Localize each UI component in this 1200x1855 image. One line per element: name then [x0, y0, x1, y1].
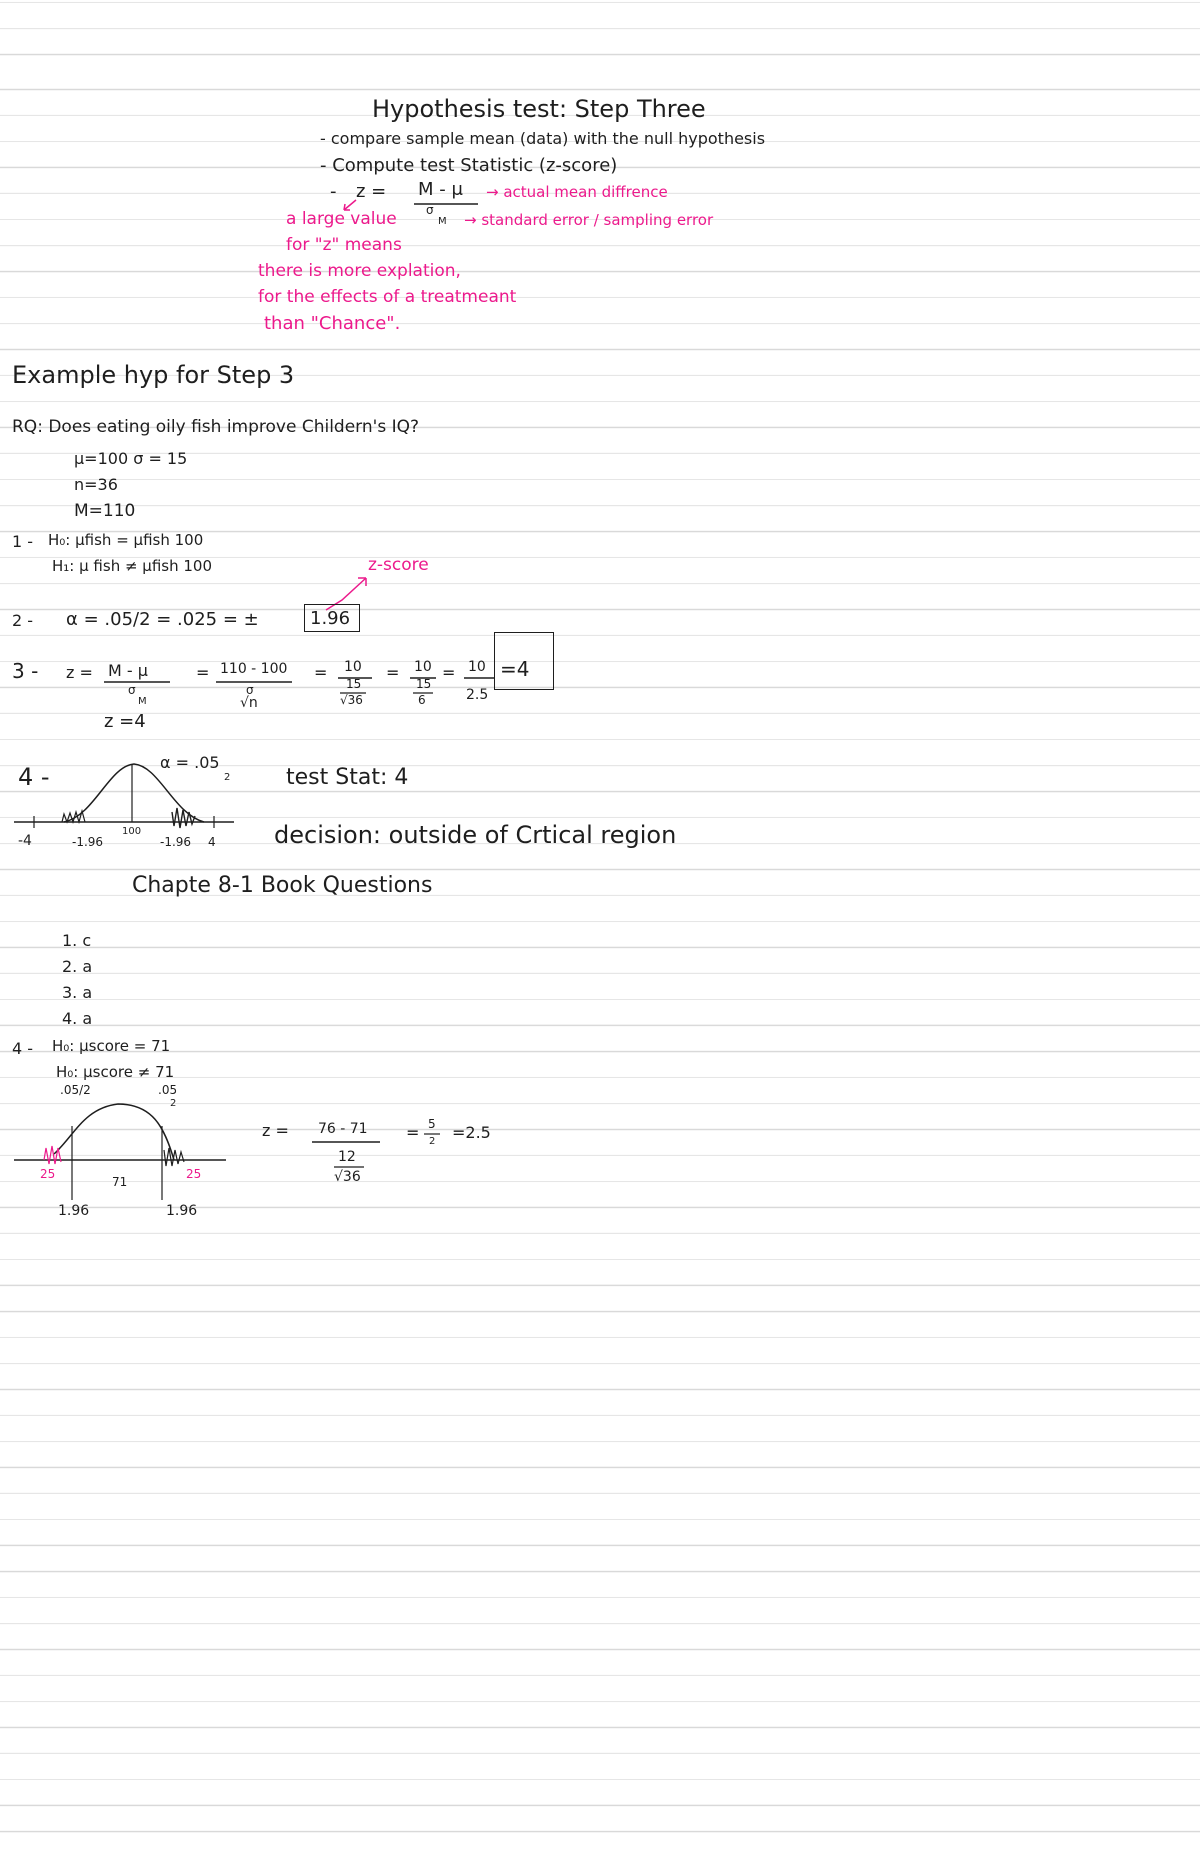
frac-mid: 15	[346, 677, 362, 691]
answer-line: 3. a	[62, 983, 93, 1002]
formula-z: z =	[356, 181, 387, 202]
pink-note-line: for "z" means	[286, 235, 402, 255]
z-result: z =4	[104, 711, 146, 732]
fraction-bar	[414, 202, 478, 206]
frac-bot: 6	[418, 693, 426, 707]
zscore-label: z-score	[368, 555, 429, 575]
fraction-bar	[104, 680, 170, 684]
z-result: =2.5	[452, 1123, 491, 1142]
formula-denominator: σ	[426, 203, 434, 217]
test-stat: test Stat: 4	[286, 765, 409, 790]
alt-hypothesis: H₁: μ fish ≠ μfish 100	[52, 557, 213, 575]
step-number: 4 -	[12, 1039, 34, 1058]
alpha-label: α = .05	[160, 753, 220, 772]
denominator-note: → standard error / sampling error	[464, 211, 714, 229]
param-line: n=36	[74, 475, 118, 494]
z-numerator: 76 - 71	[318, 1121, 368, 1137]
equals-sign: =	[196, 663, 210, 682]
fraction-bar	[464, 676, 494, 680]
null-hypothesis: H₀: μfish = μfish 100	[48, 531, 204, 549]
frac-bot: 2.5	[466, 687, 489, 703]
z-numerator: M - μ	[108, 661, 148, 680]
tail-label: 25	[186, 1167, 202, 1181]
tick-label: -4	[18, 833, 32, 849]
alpha-right-bot: 2	[170, 1098, 177, 1109]
alpha-right-top: .05	[158, 1083, 178, 1097]
z-denominator-sub: M	[138, 696, 147, 707]
z-denominator: √36	[334, 1169, 361, 1185]
page-heading: Hypothesis test: Step Three	[372, 95, 706, 123]
tick-label: -1.96	[72, 835, 104, 849]
crit-label: 1.96	[166, 1203, 198, 1219]
research-question: RQ: Does eating oily fish improve Childern's IQ?	[12, 417, 419, 437]
frac-top: 5	[428, 1117, 436, 1131]
fraction-bar	[216, 680, 292, 684]
formula-denominator-sub: M	[438, 216, 447, 227]
param-line: μ=100 σ = 15	[74, 449, 188, 468]
center-label: 71	[112, 1175, 128, 1189]
answer-line: 2. a	[62, 957, 93, 976]
frac-top: 10	[414, 659, 432, 675]
normal-curve-sketch-2	[14, 1096, 234, 1206]
pink-note-line: than "Chance".	[264, 313, 401, 334]
note-line: - compare sample mean (data) with the null hypothesis	[320, 129, 766, 148]
equals-sign: =	[314, 663, 328, 682]
alpha-computation: α = .05/2 = .025 = ±	[66, 609, 259, 630]
z-mid: 12	[338, 1149, 356, 1165]
equals-sign: =	[406, 1123, 420, 1142]
frac-bot: √n	[240, 695, 258, 711]
step-number: 2 -	[12, 611, 34, 630]
formula-dash: -	[330, 181, 337, 202]
fraction-bar	[312, 1140, 380, 1144]
frac-bot: √36	[340, 693, 363, 707]
critical-value: 1.96	[310, 608, 351, 629]
step-number: 1 -	[12, 532, 34, 551]
answer-line: 1. c	[62, 931, 92, 950]
frac-top: 10	[468, 659, 486, 675]
frac-top: 110 - 100	[220, 661, 288, 677]
answer-line: 4. a	[62, 1009, 93, 1028]
z-lhs: z =	[66, 663, 93, 682]
numerator-note: → actual mean diffrence	[486, 183, 668, 201]
z-lhs: z =	[262, 1121, 289, 1140]
alpha-left: .05/2	[60, 1083, 91, 1097]
note-line: - Compute test Statistic (z-score)	[320, 155, 618, 176]
equals-sign: =	[386, 663, 400, 682]
crit-label: 1.96	[58, 1203, 90, 1219]
decision: decision: outside of Crtical region	[274, 821, 677, 849]
chapter-title: Chapte 8-1 Book Questions	[132, 873, 433, 898]
example-title: Example hyp for Step 3	[12, 361, 295, 389]
null-hypothesis: H₀: μscore = 71	[52, 1037, 171, 1055]
pink-note-line: a large value	[286, 209, 397, 229]
equals-sign: =	[442, 663, 456, 682]
frac-top: 10	[344, 659, 362, 675]
pink-note-line: there is more explation,	[258, 261, 461, 281]
tick-label: 4	[208, 835, 216, 849]
tail-label: 25	[40, 1167, 56, 1181]
tick-label: -1.96	[160, 835, 192, 849]
step-number: 3 -	[12, 659, 39, 683]
pink-note-line: for the effects of a treatmeant	[258, 287, 517, 307]
alpha-denominator: 2	[224, 772, 231, 783]
formula-numerator: M - μ	[418, 179, 463, 200]
alt-hypothesis: H₀: μscore ≠ 71	[56, 1063, 175, 1081]
param-line: M=110	[74, 501, 136, 521]
frac-mid: σ	[246, 683, 254, 697]
frac-mid: 15	[416, 677, 432, 691]
frac-bot: 2	[429, 1136, 436, 1147]
step-number: 4 -	[18, 763, 50, 791]
tick-label: 100	[122, 826, 142, 837]
result-value: =4	[500, 657, 530, 681]
z-denominator: σ	[128, 683, 136, 697]
